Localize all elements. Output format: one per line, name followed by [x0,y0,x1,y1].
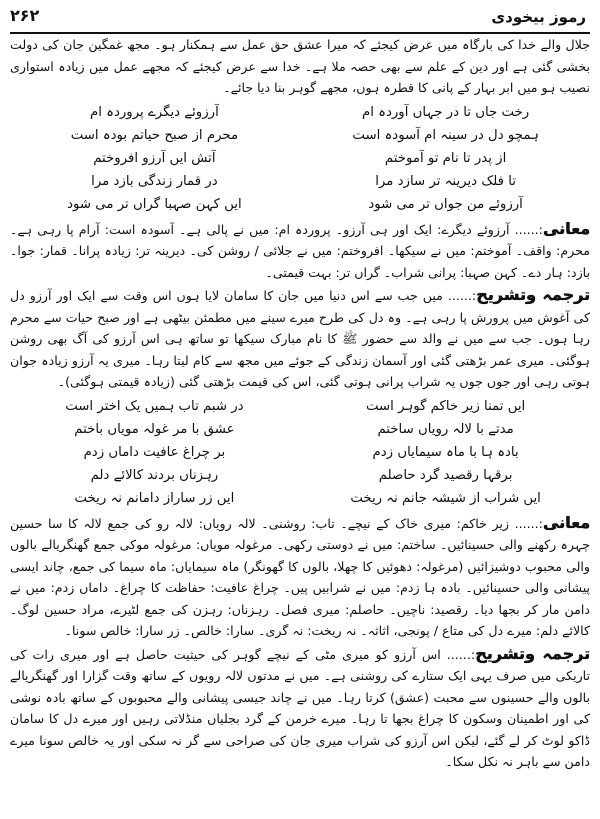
verses-block-2 [40,395,560,510]
verse-second-half: ایں زر ساراز دامانم نہ ریخت [74,490,235,506]
verses-block-1 [40,101,560,216]
verse-line [40,147,560,170]
running-header [10,6,590,34]
verse-second-half: بر چراغ عافیت داماں زدم [83,444,226,460]
verse-first-half: ایں شراب از شیشہ جانم نہ ریخت [350,490,541,506]
translation-paragraph-1 [10,284,590,393]
verse-first-half: مدتے با لالہ رویاں ساختم [377,421,514,437]
page-number: ۲۶۲ [10,6,40,25]
translation-paragraph-2 [10,643,590,773]
verse-first-half: برقہا رقصید گرد حاصلم [378,467,513,483]
verse-second-half: رہزناں بردند کالائے دلم [90,467,219,483]
meanings-heading: معانی [542,218,590,238]
translation-text: :...... اس آرزو کو میری مٹی کے نیچے گوہر کی حیثیت حاصل ہے اور میری رات کی تاریکی میں صرف یہی ایک ستارے کی روشنی ہے۔ میں نے مدتوں لالہ رویوں کے ساتھ وقت گزارا اور گھنگریالے بالوں والے حسینوں سے محبت (عشق) کرتا رہا۔ میں نے چاند جیسی پیشانی والے محبوبوں کے ساتھ بادہ نوشی کی اور اطمینان وسکون کا چراغ بجھا تا رہا۔ میرے خرمن کے گرد بجلیاں منڈلاتی رہیں اور میرے دل کا سامان ڈاکو لوٹ کر لے گئے، لیکن اس آرزو کی شراب میری جان کی صراحی سے گر نہ سکی اور یہ خالص سونا میرے دامن سے باہر نہ نکل سکا۔ [10,646,590,769]
verse-line [40,464,560,487]
meanings-heading: معانی [542,512,590,532]
book-title: رموز بیخودی [491,8,586,26]
verse-first-half: ایں تمنا زیر خاکم گوہر است [365,398,526,414]
intro-paragraph: جلال والے خدا کی بارگاہ میں عرض کیجئے کہ میرا عشق حق عمل سے ہمکنار ہو۔ مجھ غمگین جان کی دولت بخشی گئی ہے اور دین کے علم سے بھی حصہ ملا ہے۔ خدا سے عرض کیجئے کہ مجھے عمل میں زیادہ استواری نصیب ہو میں ابر بہار کے پانی کا قطرہ ہوں، مجھے گوہر بنا دیا جائے۔ [10,37,590,95]
meanings-paragraph-1 [10,218,590,284]
meanings-paragraph-2 [10,512,590,642]
meanings-text: :...... زیر خاکم: میری خاک کے نیچے۔ تاب: روشنی۔ لالہ رویاں: لالہ رو کی جمع لالہ کا سا حسین چہرہ رکھنے والی حسینائیں۔ ساختم: میں نے دوستی رکھی۔ مرغولہ مویاں: مرغولہ موکی جمع گھنگریالے بالوں والی محبوب دوشیزائیں (مرغولہ: دھوئیں کا چھلا، بالوں کا گھونگر) ماہ سیمایاں: ماہ سیما کی جمع، چاند ایسی پیشانی والی حسینائیں۔ بادہ ہا زدم: میں نے شرابیں پیں۔ چراغ عافیت: حفاظت کا چراغ۔ داماں زدم: میں نے دامن مار کر بجھا دیا۔ رقصید: ناچیں۔ حاصلم: میری فصل۔ رہزناں: رہزن کی جمع لٹیرے، مراد حسین لوگ۔ کالائے دلم: میرے دل کی متاع / پونجی، اثاثہ۔ نہ ریخت: نہ گری۔ سارا: خالص۔ زر سارا: خالص سونا۔ [10,515,590,638]
page-body [10,34,590,773]
verse-first-half: ہمچو دل در سینہ ام آسودہ است [352,127,539,143]
verse-line [40,170,560,193]
verse-first-half: تا فلک دیرینہ تر سازد مرا [375,173,516,189]
verse-first-half: از پدر تا نام تو آموختم [384,150,507,166]
verse-line [40,487,560,510]
verse-first-half: رخت جاں تا در جہاں آوردہ ام [362,104,530,120]
verse-second-half: در شبم تاب ہمیں یک اختر است [65,398,244,414]
verse-line [40,395,560,418]
meanings-text: :...... آرزوئے دیگرے: ایک اور ہی آرزو۔ پروردہ ام: میں نے پالی ہے۔ آسودہ است: آرام پا رہی ہے۔ محرم: واقف۔ آموختم: میں نے سیکھا۔ افروختم: میں نے جلائی / روشن کی۔ دیرینہ تر: زیادہ پرانا۔ قمار: جوا۔ بازد: ہار دے۔ کہن صہبا: پرانی شراب۔ گراں تر: بہت قیمتی۔ [10,221,590,280]
book-page [0,6,600,819]
translation-text: :...... میں جب سے اس دنیا میں جان کا سامان لایا ہوں اس وقت سے ایک اور آرزو دل کی آغوش میں پرورش پا رہی ہے۔ وہ دل کی طرح میرے سینے میں مطمئن بیٹھی ہے اور صبح حیات سے محرم رہا ہوں۔ جب سے میں نے والد سے حضور ﷺ کا نام مبارک سیکھا تو ساتھ ہی اس آرزو کی آگ بھی روشن ہوگئی۔ میری عمر بڑھتی گئی اور آسمان زندگی کے جوئے میں مجھ سے کام لیتا رہا۔ میری یہ آرزو زیادہ جوان ہوتی رہی اور جوں جوں یہ شراب پرانی ہوتی گئی، اس کی قیمت بڑھتی گئی (زیادہ قیمتی ہوگئی)۔ [10,288,590,389]
verse-first-half: بادہ ہا با ماہ سیمایاں زدم [372,444,519,460]
verse-second-half: آتش ایں آرزو افروختم [93,150,216,166]
translation-heading: ترجمہ وتشریح [476,285,591,304]
verse-first-half: آرزوئے من جواں تر می شود [368,196,523,212]
verse-second-half: عشق با مر غولہ مویاں باختم [74,421,235,437]
verse-second-half: آرزوئے دیگرے پروردہ ام [90,104,219,120]
verse-line [40,124,560,147]
verse-line [40,441,560,464]
verse-line [40,101,560,124]
verse-second-half: ایں کہن صہبا گراں تر می شود [67,196,242,212]
verse-line [40,418,560,441]
verse-second-half: محرم از صبح حیاتم بودہ است [70,127,239,143]
translation-heading: ترجمہ وتشریح [475,643,590,663]
verse-line [40,193,560,216]
verse-second-half: در قمار زندگی بازد مرا [91,173,218,189]
